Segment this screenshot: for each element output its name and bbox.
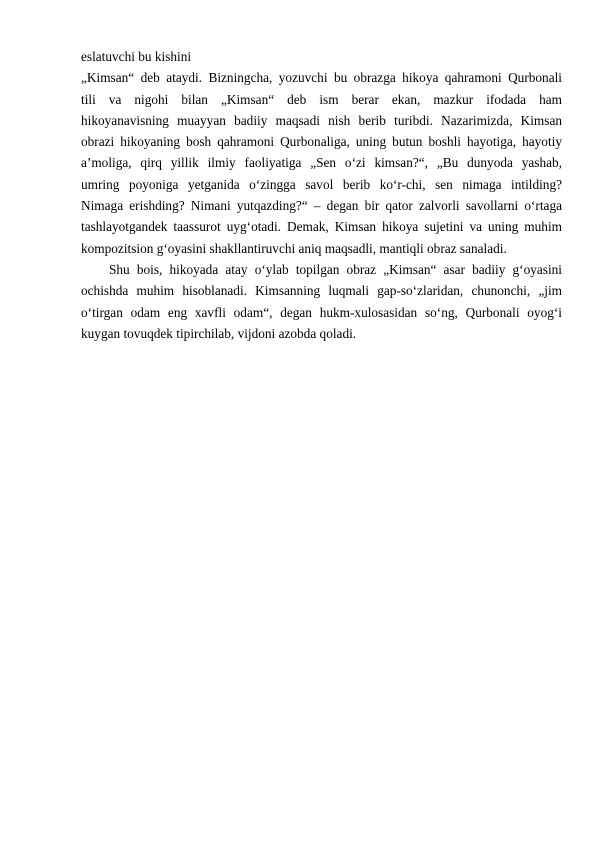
text-line: kompozitsion g‘oyasini shakllantiruvchi aniq maqsadli, mantiqli obraz sanaladi. bbox=[81, 240, 507, 256]
text-line: Nimaga erishding? Nimani yutqazding?“ – degan bir qator zalvorli savollarni o‘rtaga bbox=[81, 198, 562, 214]
text-line: „Kimsan“ deb ataydi. Bizningcha, yozuvchi bu obrazga hikoya qahramoni Qurbonali bbox=[81, 70, 562, 86]
text-line: tili va nigohi bilan „Kimsan“ deb ism berar ekan, mazkur ifodada ham bbox=[81, 91, 562, 107]
text-line: tashlayotgandek taassurot uyg‘otadi. Demak, Kimsan hikoya sujetini va uning muhim bbox=[81, 219, 562, 235]
text-line: obrazi hikoyaning bosh qahramoni Qurbonaliga, uning butun boshli hayotiga, hayotiy bbox=[81, 134, 562, 150]
body-text bbox=[81, 46, 562, 344]
paragraph-first-line: Shu bois, hikoyada atay o‘ylab topilgan obraz „Kimsan“ asar badiiy g‘oyasini bbox=[109, 261, 562, 277]
text-line: kuygan tovuqdek tipirchilab, vijdoni azobda qoladi. bbox=[81, 325, 357, 341]
text-line: o‘tirgan odam eng xavfli odam“, degan hukm-xulosasidan so‘ng, Qurbonali oyog‘i bbox=[81, 304, 562, 320]
text-line: hikoyanavisning muayyan badiiy maqsadi nish berib turibdi. Nazarimizda, Kimsan bbox=[81, 112, 562, 128]
text-line: umring poyoniga yetganida o‘zingga savol berib ko‘r-chi, sen nimaga intilding? bbox=[81, 176, 562, 192]
text-line: ochishda muhim hisoblanadi. Kimsanning luqmali gap-so‘zlaridan, chunonchi, „jim bbox=[81, 283, 562, 299]
text-line: a’moliga, qirq yillik ilmiy faoliyatiga „Sen o‘zi kimsan?“, „Bu dunyoda yashab, bbox=[81, 155, 562, 171]
text-line: eslatuvchi bu kishini bbox=[81, 49, 192, 64]
